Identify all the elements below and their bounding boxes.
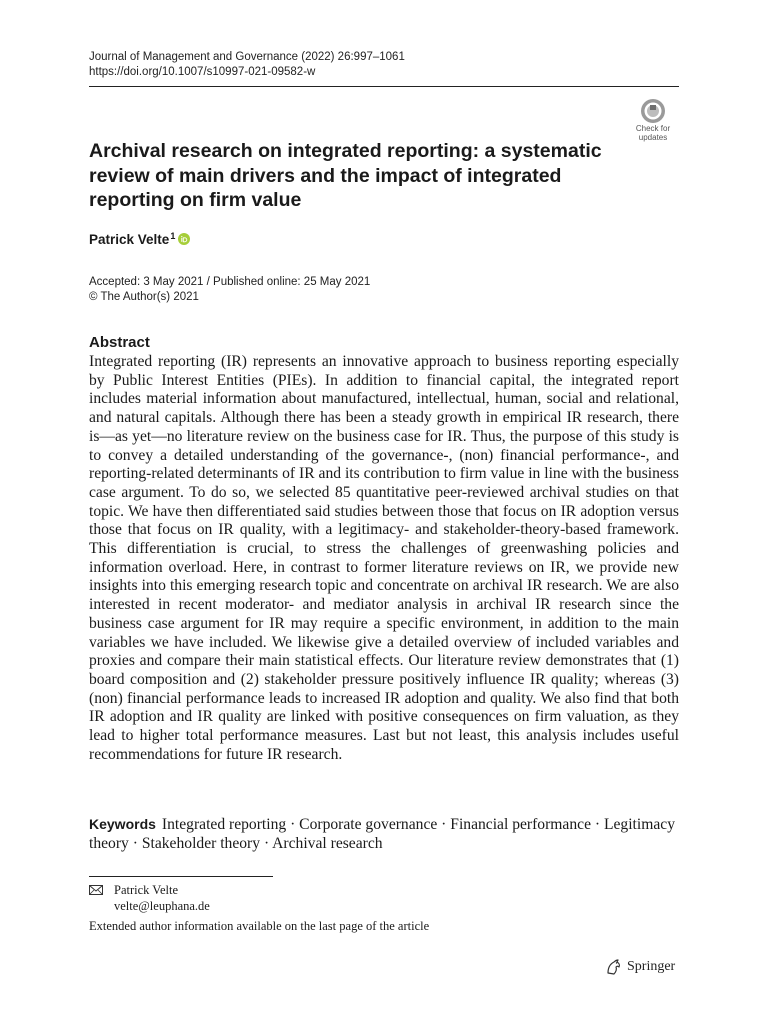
doi-link[interactable]: https://doi.org/10.1007/s10997-021-09582-w <box>89 66 316 78</box>
contact-email[interactable]: velte@leuphana.de <box>114 899 210 913</box>
abstract-heading: Abstract <box>89 334 150 351</box>
publisher-name: Springer <box>627 959 676 974</box>
badge-line-2: updates <box>638 133 668 142</box>
publisher-logo <box>605 958 675 976</box>
keywords-list: Integrated reporting · Corporate governance · Financial performance · Legitimacy theory · Stakeholder theory · Archival research <box>89 816 675 852</box>
header-rule <box>89 86 679 87</box>
author-line <box>89 232 190 247</box>
accepted-published-line: Accepted: 3 May 2021 / Published online: 25 May 2021 <box>89 276 371 288</box>
footnote-rule <box>89 876 273 877</box>
contact-name: Patrick Velte <box>114 883 178 897</box>
badge-line-1: Check for <box>635 124 671 133</box>
springer-horse-icon <box>605 958 623 976</box>
extended-author-info: Extended author information available on the last page of the article <box>89 919 430 933</box>
keywords-block <box>89 815 679 853</box>
envelope-icon <box>89 885 103 895</box>
check-for-updates-badge[interactable] <box>628 98 678 142</box>
author-name[interactable]: Patrick Velte <box>89 232 170 247</box>
copyright-line: © The Author(s) 2021 <box>89 291 199 303</box>
orcid-icon[interactable] <box>178 233 190 245</box>
abstract-text: Integrated reporting (IR) represents an innovative approach to business reporting especially by Public Interest Entities (PIEs). In addition to financial capital, the integrated report includes material information about manufactured, intellectual, human, social and relational, and natural capitals. Although there has been a steady growth in empirical IR research, there is—as yet—no literature review on the business case for IR. Thus, the purpose of this study is to convey a detailed understanding of the governance-, (non) financial performance-, and reporting-related determinants of IR and its contribution to firm value in line with the business case argument. To do so, we selected 85 quantitative peer-reviewed archival studies on that topic. We have then differentiated said studies between those that focus on IR adoption versus those that focus on IR quality, with a legitimacy- and stakeholder-theory-based framework. This differentiation is crucial, to stress the challenges of greenwashing policies and information overload. Here, in contrast to former literature reviews on IR, we provide new insights into this emerging research topic and concentrate on archival IR research. We are also interested in recent moderator- and mediator analysis in archival IR research since the business case argument for IR may require a specific environment, in addition to the main variables we have included. We likewise give a detailed overview of included variables and proxies and compare their main statistical effects. Our literature review demonstrates that (1) board composition and (2) stakeholder pressure positively influence IR quality; whereas (3) (non) financial performance leads to increased IR adoption and quality. We also find that both IR adoption and IR quality are linked with positive consequences on firm valuation, as they lead to higher total performance measures. Last but not least, this analysis includes useful recommendations for future IR research. <box>89 353 679 763</box>
affiliation-mark: 1 <box>170 231 176 241</box>
journal-citation: Journal of Management and Governance (2022) 26:997–1061 <box>89 51 405 63</box>
check-for-updates-icon <box>640 98 666 124</box>
article-title: Archival research on integrated reporting: a systematic review of main drivers and the impact of integrated reporting on firm value <box>89 140 602 211</box>
corresponding-author <box>89 882 210 914</box>
keywords-label: Keywords <box>89 816 156 832</box>
journal-header <box>89 50 405 80</box>
publication-dates <box>89 275 370 305</box>
